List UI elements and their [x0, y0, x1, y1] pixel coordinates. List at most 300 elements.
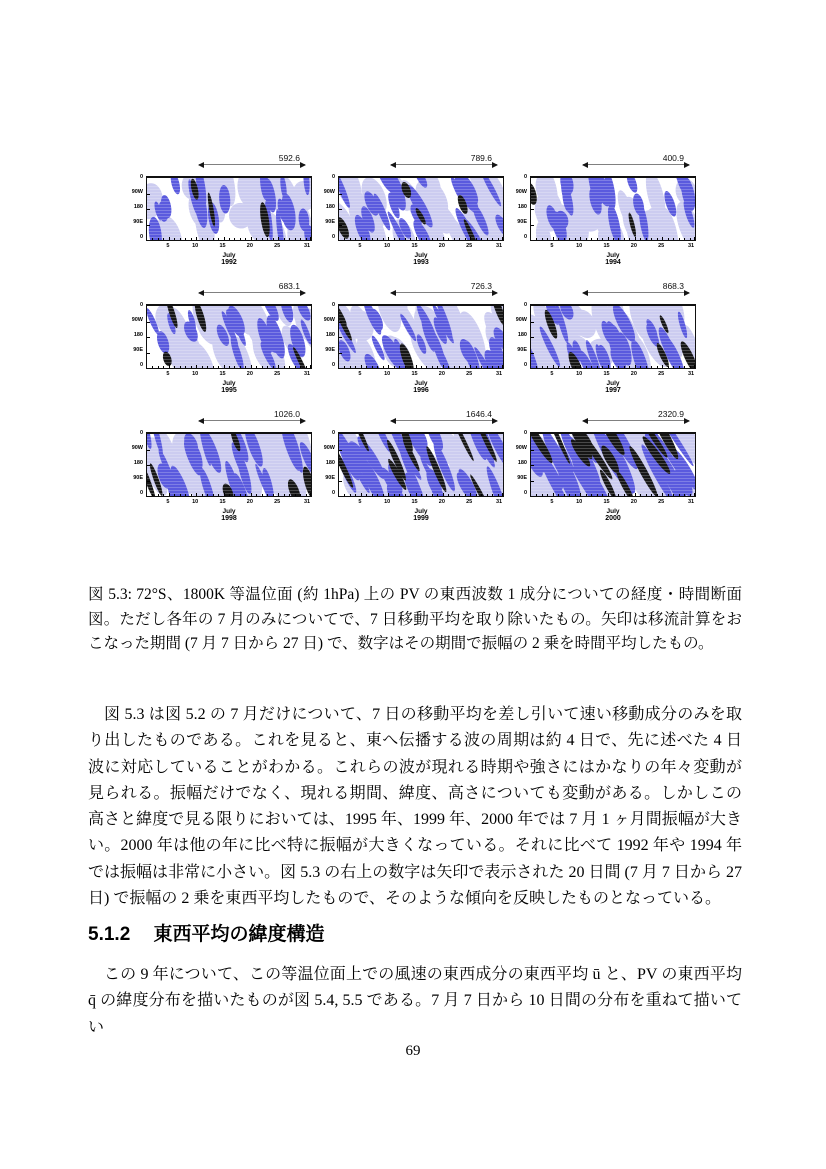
- major-tick: [278, 365, 279, 369]
- x-axis-labels: [530, 370, 696, 379]
- minor-tick: [207, 494, 208, 496]
- minor-tick: [295, 366, 296, 368]
- minor-tick: [454, 494, 455, 496]
- x-tick-label: 31: [303, 371, 311, 377]
- minor-tick: [640, 494, 641, 496]
- major-tick: [169, 365, 170, 369]
- y-tick-label: 0: [523, 490, 527, 496]
- minor-tick: [245, 494, 246, 496]
- minor-tick: [180, 494, 181, 496]
- minor-tick: [679, 366, 680, 368]
- year-label: 1993: [413, 259, 429, 266]
- major-tick: [580, 365, 581, 369]
- plot-row: [126, 432, 314, 498]
- major-tick: [580, 493, 581, 497]
- major-tick: [662, 493, 663, 497]
- panel-plot: [146, 432, 312, 497]
- x-tick-label: 5: [358, 499, 362, 505]
- minor-tick: [284, 238, 285, 240]
- advection-period-row: [338, 406, 504, 432]
- minor-tick: [668, 366, 669, 368]
- minor-tick: [602, 494, 603, 496]
- amplitude-label: 683.1: [278, 281, 300, 291]
- y-major-tick: [147, 337, 150, 338]
- minor-tick: [597, 494, 598, 496]
- minor-tick: [558, 366, 559, 368]
- minor-tick: [591, 238, 592, 240]
- x-axis-labels: [146, 498, 312, 507]
- x-tick-label: 25: [274, 243, 281, 249]
- y-major-tick: [339, 322, 342, 323]
- x-tick-label: 31: [495, 243, 503, 249]
- minor-tick: [657, 366, 658, 368]
- minor-tick: [586, 238, 587, 240]
- y-major-tick: [339, 481, 342, 482]
- x-tick-label: 5: [166, 243, 170, 249]
- minor-tick: [185, 366, 186, 368]
- major-tick: [470, 365, 471, 369]
- x-tick-label: 20: [438, 243, 445, 249]
- minor-tick: [547, 366, 548, 368]
- major-tick: [416, 365, 417, 369]
- minor-tick: [569, 238, 570, 240]
- major-tick: [388, 237, 389, 241]
- minor-tick: [432, 366, 433, 368]
- minor-tick: [454, 238, 455, 240]
- y-tick-label: 0: [331, 490, 335, 496]
- minor-tick: [158, 366, 159, 368]
- y-tick-label: 0: [331, 174, 335, 180]
- arrow-right-head-icon: [300, 290, 306, 296]
- minor-tick: [624, 366, 625, 368]
- y-axis-labels: [318, 304, 338, 370]
- major-tick: [361, 237, 362, 241]
- x-tick-label: 5: [358, 371, 362, 377]
- hovmoller-panel-1999: [318, 406, 506, 522]
- year-label: 1996: [413, 387, 429, 394]
- x-axis-labels: [530, 498, 696, 507]
- amplitude-label: 400.9: [662, 153, 684, 163]
- x-tick-label: 10: [384, 243, 391, 249]
- arrow-right-head-icon: [300, 418, 306, 424]
- y-major-tick: [339, 209, 342, 210]
- body-paragraph-2: この 9 年について、この等温位面上での風速の東西成分の東西平均 ū と、PV の東西平均 q̄ の緯度分布を描いたものが図 5.4, 5.5 である。7 月 7 日から 10 日間の分布を重ねて描いてい: [88, 966, 742, 1036]
- minor-tick: [602, 238, 603, 240]
- minor-tick: [202, 494, 203, 496]
- y-axis-labels: [510, 176, 530, 242]
- x-tick-label: 15: [603, 371, 610, 377]
- minor-tick: [646, 238, 647, 240]
- year-label: 1994: [605, 259, 621, 266]
- y-major-tick: [147, 225, 150, 226]
- y-tick-label: 90W: [131, 445, 143, 451]
- y-tick-label: 0: [523, 234, 527, 240]
- minor-tick: [542, 238, 543, 240]
- hovmoller-panel-1993: [318, 150, 506, 266]
- plot-row: [318, 176, 506, 242]
- minor-tick: [492, 238, 493, 240]
- y-major-tick: [339, 353, 342, 354]
- period-arrow: [199, 292, 306, 293]
- major-tick: [502, 365, 503, 369]
- major-tick: [635, 365, 636, 369]
- scanline-overlay: [147, 434, 311, 496]
- x-tick-label: 10: [576, 243, 583, 249]
- x-tick-label: 25: [658, 243, 665, 249]
- minor-tick: [191, 366, 192, 368]
- minor-tick: [410, 366, 411, 368]
- major-tick: [310, 365, 311, 369]
- panel-plot: [530, 176, 696, 241]
- minor-tick: [245, 238, 246, 240]
- y-tick-label: 90E: [133, 475, 143, 481]
- x-tick-label: 25: [274, 371, 281, 377]
- x-tick-label: 25: [274, 499, 281, 505]
- plot-row: [510, 176, 698, 242]
- advection-period-row: [338, 150, 504, 176]
- minor-tick: [350, 366, 351, 368]
- x-tick-label: 20: [246, 371, 253, 377]
- period-arrow: [583, 164, 690, 165]
- major-tick: [416, 237, 417, 241]
- month-label: July: [606, 508, 620, 515]
- minor-tick: [240, 238, 241, 240]
- y-tick-label: 180: [325, 204, 335, 210]
- hovmoller-panel-1996: [318, 278, 506, 394]
- plot-row: [510, 432, 698, 498]
- major-tick: [388, 365, 389, 369]
- advection-period-row: [530, 150, 696, 176]
- month-label: July: [222, 380, 236, 387]
- y-tick-label: 90E: [133, 347, 143, 353]
- major-tick: [470, 237, 471, 241]
- arrow-left-head-icon: [582, 162, 588, 168]
- x-tick-label: 31: [303, 499, 311, 505]
- x-tick-label: 25: [466, 499, 473, 505]
- minor-tick: [158, 238, 159, 240]
- minor-tick: [202, 366, 203, 368]
- body-paragraph-1: 図 5.3 は図 5.2 の 7 月だけについて、7 日の移動平均を差し引いて速い移動成分のみを取り出したものである。これを見ると、東へ伝播する波の周期は約 4 日で、先に述べた 4 日波に対応していることがわかる。これらの波が現れる時期や強さにはかなりの年々変動が見られる。振幅だけでなく、現れる期間、緯度、高さについても変動がある。しかしこの高さと緯度で見る限りにおいては、1995 年、1999 年、2000 年では 7 月 1 ヶ月間振幅が大きい。2000 年は他の年に比べ特に振幅が大きくなっている。それに比べて 1992 年や 1994 年では振幅は非常に小さい。図 5.3 の右上の数字は矢印で表示された 20 日間 (7 月 7 日から 27 日) で振幅の 2 乗を東西平均したもので、そのような傾向を反映したものとなっている。: [88, 706, 742, 908]
- minor-tick: [492, 494, 493, 496]
- minor-tick: [306, 238, 307, 240]
- y-tick-label: 0: [139, 302, 143, 308]
- year-label: 1992: [221, 259, 237, 266]
- x-axis-labels: [146, 370, 312, 379]
- month-label: July: [414, 252, 428, 259]
- minor-tick: [207, 238, 208, 240]
- arrow-right-head-icon: [300, 162, 306, 168]
- minor-tick: [646, 366, 647, 368]
- y-tick-label: 90E: [325, 347, 335, 353]
- minor-tick: [410, 494, 411, 496]
- hovmoller-panel-2000: [510, 406, 698, 522]
- minor-tick: [426, 238, 427, 240]
- scanline-overlay: [339, 306, 503, 368]
- y-major-tick: [531, 450, 534, 451]
- y-tick-label: 90E: [133, 219, 143, 225]
- minor-tick: [256, 238, 257, 240]
- y-major-tick: [147, 353, 150, 354]
- section-heading: [88, 919, 325, 946]
- advection-period-row: [530, 406, 696, 432]
- minor-tick: [405, 494, 406, 496]
- minor-tick: [234, 494, 235, 496]
- minor-tick: [536, 238, 537, 240]
- major-tick: [196, 365, 197, 369]
- panel-plot: [146, 304, 312, 369]
- y-tick-label: 180: [325, 460, 335, 466]
- arrow-left-head-icon: [390, 290, 396, 296]
- minor-tick: [558, 494, 559, 496]
- plot-row: [318, 304, 506, 370]
- minor-tick: [684, 494, 685, 496]
- minor-tick: [613, 366, 614, 368]
- minor-tick: [366, 494, 367, 496]
- minor-tick: [448, 366, 449, 368]
- x-tick-label: 20: [246, 243, 253, 249]
- minor-tick: [213, 494, 214, 496]
- scanline-overlay: [531, 178, 695, 240]
- y-major-tick: [339, 465, 342, 466]
- minor-tick: [344, 238, 345, 240]
- minor-tick: [476, 238, 477, 240]
- minor-tick: [613, 238, 614, 240]
- major-tick: [608, 237, 609, 241]
- major-tick: [443, 493, 444, 497]
- minor-tick: [383, 366, 384, 368]
- minor-tick: [213, 366, 214, 368]
- minor-tick: [459, 238, 460, 240]
- minor-tick: [185, 238, 186, 240]
- section-title: 東西平均の緯度構造: [153, 924, 325, 945]
- minor-tick: [476, 366, 477, 368]
- y-axis-labels: [126, 176, 146, 242]
- minor-tick: [481, 366, 482, 368]
- minor-tick: [229, 366, 230, 368]
- y-tick-label: 0: [139, 362, 143, 368]
- y-major-tick: [147, 194, 150, 195]
- y-major-tick: [339, 194, 342, 195]
- hovmoller-panel-1998: [126, 406, 314, 522]
- major-tick: [278, 493, 279, 497]
- minor-tick: [690, 494, 691, 496]
- y-major-tick: [339, 225, 342, 226]
- figure-caption: 図 5.3: 72°S、1800K 等温位面 (約 1hPa) 上の PV の東西波数 1 成分についての経度・時間断面図。ただし各年の 7 月のみについてで、7 日移動平均を取り除いたもの。矢印は移流計算をおこなった期間 (7 月 7 日から 27 日) で、数字はその期間で振幅の 2 乗を時間平均したもの。: [88, 586, 742, 652]
- plot-row: [126, 304, 314, 370]
- month-label: July: [606, 380, 620, 387]
- y-major-tick: [147, 481, 150, 482]
- major-tick: [251, 237, 252, 241]
- x-tick-label: 5: [550, 243, 554, 249]
- arrow-left-head-icon: [390, 162, 396, 168]
- major-tick: [224, 365, 225, 369]
- major-tick: [361, 365, 362, 369]
- minor-tick: [640, 238, 641, 240]
- minor-tick: [575, 494, 576, 496]
- y-tick-label: 90W: [323, 445, 335, 451]
- x-tick-label: 20: [246, 499, 253, 505]
- minor-tick: [651, 366, 652, 368]
- y-tick-label: 180: [517, 460, 527, 466]
- y-major-tick: [531, 322, 534, 323]
- minor-tick: [679, 494, 680, 496]
- x-tick-label: 25: [466, 371, 473, 377]
- y-tick-label: 90E: [517, 219, 527, 225]
- minor-tick: [597, 366, 598, 368]
- minor-tick: [618, 238, 619, 240]
- minor-tick: [487, 366, 488, 368]
- y-major-tick: [531, 353, 534, 354]
- major-tick: [694, 493, 695, 497]
- minor-tick: [152, 494, 153, 496]
- minor-tick: [284, 494, 285, 496]
- minor-tick: [640, 366, 641, 368]
- hovmoller-panel-1995: [126, 278, 314, 394]
- section-number: 5.1.2: [88, 924, 131, 945]
- amplitude-label: 2320.9: [658, 409, 684, 419]
- year-label: 2000: [605, 515, 621, 522]
- minor-tick: [383, 238, 384, 240]
- minor-tick: [673, 238, 674, 240]
- minor-tick: [267, 494, 268, 496]
- minor-tick: [262, 494, 263, 496]
- amplitude-label: 592.6: [278, 153, 300, 163]
- minor-tick: [618, 366, 619, 368]
- minor-tick: [394, 366, 395, 368]
- major-tick: [553, 237, 554, 241]
- major-tick: [196, 493, 197, 497]
- y-axis-labels: [126, 304, 146, 370]
- y-major-tick: [339, 450, 342, 451]
- minor-tick: [421, 238, 422, 240]
- major-tick: [310, 493, 311, 497]
- minor-tick: [465, 366, 466, 368]
- y-major-tick: [531, 194, 534, 195]
- y-tick-label: 180: [325, 332, 335, 338]
- x-tick-label: 15: [603, 499, 610, 505]
- minor-tick: [657, 494, 658, 496]
- minor-tick: [624, 494, 625, 496]
- major-tick: [694, 237, 695, 241]
- minor-tick: [564, 494, 565, 496]
- y-tick-label: 180: [517, 332, 527, 338]
- minor-tick: [300, 494, 301, 496]
- minor-tick: [207, 366, 208, 368]
- minor-tick: [174, 494, 175, 496]
- minor-tick: [673, 494, 674, 496]
- page-number: 69: [405, 1043, 421, 1059]
- x-tick-label: 20: [630, 243, 637, 249]
- x-tick-label: 31: [303, 243, 311, 249]
- minor-tick: [586, 366, 587, 368]
- minor-tick: [306, 494, 307, 496]
- y-tick-label: 90E: [517, 475, 527, 481]
- minor-tick: [262, 366, 263, 368]
- minor-tick: [366, 366, 367, 368]
- y-tick-label: 90W: [515, 317, 527, 323]
- minor-tick: [690, 238, 691, 240]
- minor-tick: [174, 238, 175, 240]
- arrow-right-head-icon: [492, 290, 498, 296]
- arrow-right-head-icon: [492, 162, 498, 168]
- arrow-left-head-icon: [198, 162, 204, 168]
- y-tick-label: 0: [523, 174, 527, 180]
- advection-period-row: [338, 278, 504, 304]
- x-tick-label: 31: [495, 371, 503, 377]
- minor-tick: [569, 366, 570, 368]
- minor-tick: [295, 238, 296, 240]
- minor-tick: [377, 238, 378, 240]
- x-tick-label: 20: [630, 371, 637, 377]
- x-tick-label: 15: [411, 371, 418, 377]
- minor-tick: [267, 238, 268, 240]
- minor-tick: [432, 238, 433, 240]
- minor-tick: [586, 494, 587, 496]
- scanline-overlay: [531, 434, 695, 496]
- y-tick-label: 90E: [325, 219, 335, 225]
- x-tick-label: 10: [384, 499, 391, 505]
- amplitude-label: 1026.0: [274, 409, 300, 419]
- major-tick: [502, 237, 503, 241]
- minor-tick: [234, 238, 235, 240]
- minor-tick: [372, 366, 373, 368]
- plot-row: [510, 304, 698, 370]
- panel-plot: [530, 304, 696, 369]
- x-tick-label: 15: [411, 499, 418, 505]
- minor-tick: [487, 238, 488, 240]
- minor-tick: [399, 238, 400, 240]
- scanline-overlay: [531, 306, 695, 368]
- minor-tick: [437, 238, 438, 240]
- x-tick-label: 25: [466, 243, 473, 249]
- minor-tick: [498, 238, 499, 240]
- major-tick: [502, 493, 503, 497]
- minor-tick: [454, 366, 455, 368]
- minor-tick: [383, 494, 384, 496]
- arrow-left-head-icon: [198, 418, 204, 424]
- x-tick-label: 5: [550, 499, 554, 505]
- y-tick-label: 0: [139, 430, 143, 436]
- month-label: July: [222, 508, 236, 515]
- major-tick: [553, 493, 554, 497]
- minor-tick: [651, 238, 652, 240]
- minor-tick: [437, 366, 438, 368]
- minor-tick: [229, 494, 230, 496]
- y-major-tick: [147, 322, 150, 323]
- major-tick: [310, 237, 311, 241]
- x-tick-label: 10: [192, 371, 199, 377]
- minor-tick: [624, 238, 625, 240]
- y-axis-labels: [510, 432, 530, 498]
- major-tick: [608, 365, 609, 369]
- y-major-tick: [531, 481, 534, 482]
- y-major-tick: [531, 209, 534, 210]
- major-tick: [443, 237, 444, 241]
- major-tick: [361, 493, 362, 497]
- period-arrow: [391, 420, 498, 421]
- minor-tick: [405, 366, 406, 368]
- minor-tick: [256, 366, 257, 368]
- x-axis-labels: [530, 242, 696, 251]
- period-arrow: [391, 164, 498, 165]
- period-arrow: [391, 292, 498, 293]
- major-tick: [388, 493, 389, 497]
- minor-tick: [191, 238, 192, 240]
- month-label: July: [414, 508, 428, 515]
- x-tick-label: 31: [687, 243, 695, 249]
- year-label: 1999: [413, 515, 429, 522]
- y-tick-label: 90W: [131, 317, 143, 323]
